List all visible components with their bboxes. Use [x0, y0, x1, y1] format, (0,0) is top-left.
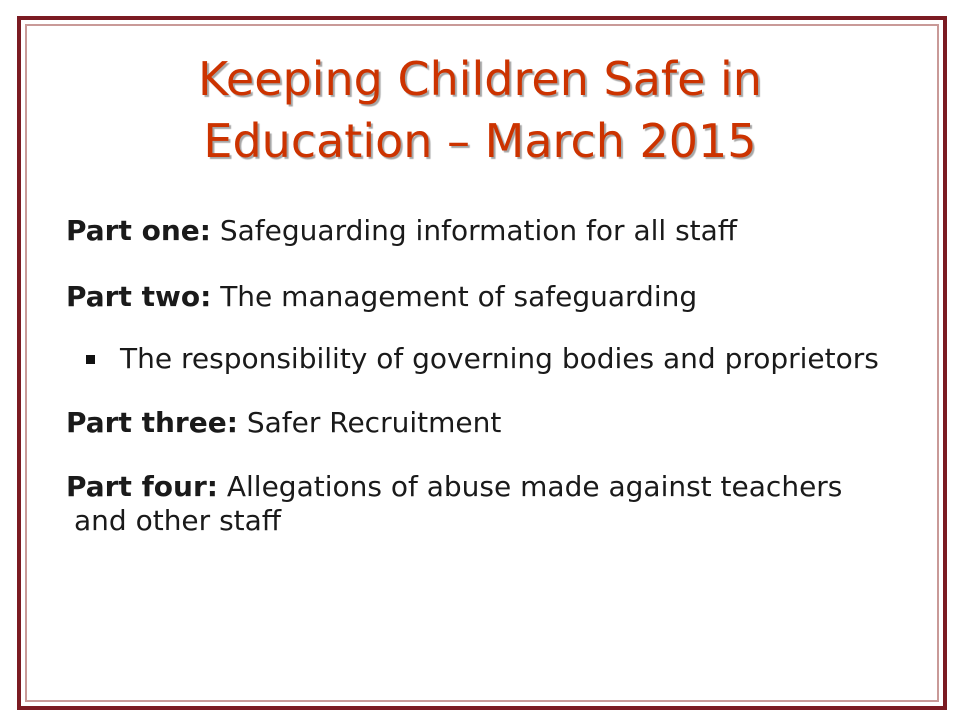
title-line-1: Keeping Children Safe in: [198, 52, 762, 106]
bullet-text: The responsibility of governing bodies and proprietors: [120, 342, 879, 375]
slide-content: [66, 214, 886, 538]
part-two-heading: Part two:: [66, 280, 212, 313]
part-four: [66, 470, 886, 538]
part-four-heading: Part four:: [66, 470, 218, 503]
part-three-heading: Part three:: [66, 406, 238, 439]
part-three-text: Safer Recruitment: [237, 406, 502, 439]
part-one: [66, 214, 886, 248]
part-one-text: Safeguarding information for all staff: [210, 214, 738, 247]
part-four-text: Allegations of abuse made against teachers and other staff: [74, 470, 843, 537]
title-line-2: Education – March 2015: [203, 114, 757, 168]
bullet-item: [86, 342, 886, 376]
part-two: [66, 280, 886, 314]
part-two-text: The management of safeguarding: [211, 280, 698, 313]
part-three: [66, 406, 886, 440]
slide-title: [80, 48, 880, 172]
square-bullet-icon: [86, 355, 95, 364]
part-one-heading: Part one:: [66, 214, 211, 247]
